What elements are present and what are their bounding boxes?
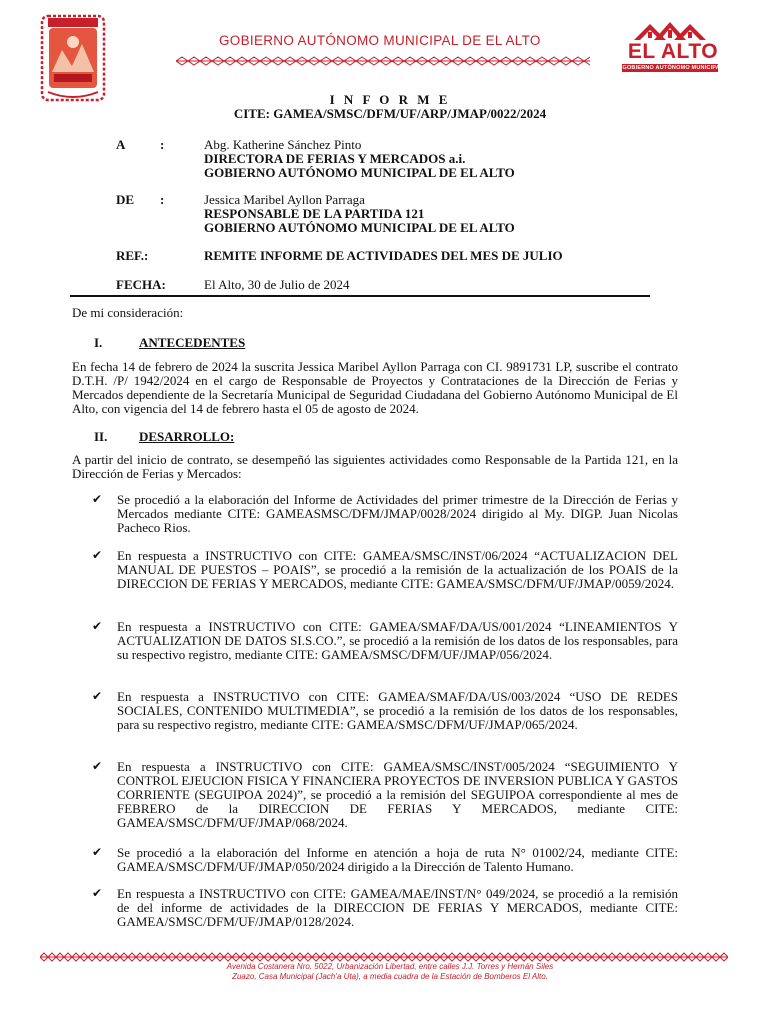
check-icon: ✔ — [92, 548, 103, 562]
activity-item-7: En respuesta a INSTRUCTIVO con CITE: GAMEA/MAE/INST/N° 049/2024, se procedió a la remisión de del informe de actividades de la DIRECCION DE FERIAS Y MERCADOS, mediante CITE: GAMEA/SMSC/DFM/UF/JMAP/0128/2024. — [117, 886, 678, 929]
section-1-title: ANTECEDENTES — [139, 335, 246, 350]
footer-address-line-1: Avenida Costanera Nro. 5022, Urbanización Libertad, entre calles J.J. Torres y Hernán Siles — [226, 962, 554, 971]
document-type-heading: I N F O R M E — [329, 92, 451, 107]
document-cite: CITE: GAMEA/SMSC/DFM/UF/ARP/JMAP/0022/2024 — [233, 106, 547, 121]
check-icon: ✔ — [92, 845, 103, 859]
activity-item-1: Se procedió a la elaboración del Informe de Actividades del primer trimestre de la Dirección de Ferias y Mercados mediante CITE: GAMEASMSC/DFM/JMAP/0028/2024 dirigido al My. DIGP. Juan Nicolas Pacheco Rios. — [117, 492, 678, 535]
logo-wordmark: EL ALTO — [627, 40, 719, 63]
ref-value: REMITE INFORME DE ACTIVIDADES DEL MES DE JULIO — [204, 248, 563, 263]
activity-item-2: En respuesta a INSTRUCTIVO con CITE: GAMEA/SMSC/INST/06/2024 “ACTUALIZACION DEL MANUAL DE PUESTOS – POAIS”, se procedió a la remisión de la actualización de los POAIS de la DIRECCION DE FERIAS Y MERCADOS, mediante CITE: GAMEA/SMSC/DFM/UF/JMAP/0059/2024. — [117, 548, 678, 591]
municipal-seal — [40, 14, 106, 102]
section-2-intro: A partir del inicio de contrato, se desempeñó las siguientes actividades como Responsable de la Partida 121, en la Dirección de Ferias y Mercados: — [72, 452, 678, 481]
from-colon: : — [160, 192, 165, 207]
from-name: Jessica Maribel Ayllon Parraga — [204, 192, 365, 207]
header-divider — [70, 295, 650, 297]
activity-item-6: Se procedió a la elaboración del Informe en atención a hoja de ruta N° 01002/24, mediante CITE: GAMEA/SMSC/DFM/UF/JMAP/050/2024 dirigido a la Dirección de Talento Humano. — [117, 845, 678, 874]
check-icon: ✔ — [92, 886, 103, 900]
section-2-title: DESARROLLO: — [139, 429, 235, 444]
to-name: Abg. Katherine Sánchez Pinto — [204, 137, 362, 152]
organization-title: GOBIERNO AUTÓNOMO MUNICIPAL DE EL ALTO — [219, 33, 541, 48]
section-1-number: I. — [94, 335, 103, 350]
header-ornament-divider — [176, 54, 590, 64]
logo-subtitle: GOBIERNO AUTÓNOMO MUNICIPAL — [622, 65, 724, 71]
check-icon: ✔ — [92, 759, 103, 773]
check-icon: ✔ — [92, 689, 103, 703]
from-role: RESPONSABLE DE LA PARTIDA 121 — [204, 206, 425, 221]
activity-item-5: En respuesta a INSTRUCTIVO con CITE: GAMEA/SMSC/INST/005/2024 “SEGUIMIENTO Y CONTROL EJEUCION FISICA Y FINANCIERA PROYECTOS DE INVERSION PUBLICA Y GASTOS CORRIENTE (SEGUIPOA 2024)”, se procedió a la remisión del SEGUIPOA correspondiente al mes de FEBRERO de la DIRECCION DE FERIAS Y MERCADOS, mediante CITE: GAMEA/SMSC/DFM/UF/JMAP/068/2024. — [117, 759, 678, 830]
to-role: DIRECTORA DE FERIAS Y MERCADOS a.i. — [204, 151, 466, 166]
activity-item-4: En respuesta a INSTRUCTIVO con CITE: GAMEA/SMAF/DA/US/003/2024 “USO DE REDES SOCIALES, CONTENIDO MULTIMEDIA”, se procedió a la remisión de los datos de los responsables, para su respectivo registro, mediante CITE: GAMEA/SMSC/DFM/UF/JMAP/065/2024. — [117, 689, 678, 732]
to-organization: GOBIERNO AUTÓNOMO MUNICIPAL DE EL ALTO — [204, 165, 515, 180]
from-label: DE — [116, 192, 135, 207]
greeting: De mi consideración: — [72, 305, 184, 320]
ref-label: REF.: — [116, 248, 149, 263]
footer-ornament-divider — [40, 950, 728, 960]
from-organization: GOBIERNO AUTÓNOMO MUNICIPAL DE EL ALTO — [204, 220, 515, 235]
check-icon: ✔ — [92, 619, 103, 633]
footer-address-line-2: Zuazo, Casa Municipal (Jach’a Uta), a media cuadra de la Estación de Bomberos El Alto. — [232, 972, 548, 981]
section-2-number: II. — [94, 429, 108, 444]
date-label: FECHA: — [116, 277, 166, 292]
activity-item-3: En respuesta a INSTRUCTIVO con CITE: GAMEA/SMAF/DA/US/001/2024 “LINEAMIENTOS Y ACTUALIZATION DE DATOS SI.S.CO.”, se procedió a la remisión de los datos de los responsables, para su respectivo registro, mediante CITE: GAMEA/SMSC/DFM/UF/JMAP/056/2024. — [117, 619, 678, 662]
seal-text: CIUDAD DE EL ALTO — [48, 9, 98, 15]
check-icon: ✔ — [92, 492, 103, 506]
date-value: El Alto, 30 de Julio de 2024 — [204, 277, 350, 292]
section-1-text: En fecha 14 de febrero de 2024 la suscrita Jessica Maribel Ayllon Parraga con CI. 9891731 LP, suscribe el contrato D.T.H. /P/ 1942/2024 en el cargo de Responsable de Proyectos y Contrataciones de la Dirección de Ferias y Mercados dependiente de la Secretaría Municipal de Seguridad Ciudadana del Gobierno Autónomo Municipal de El Alto, con vigencia del 14 de febrero hasta el 05 de agosto de 2024. — [72, 359, 678, 416]
to-label: A — [116, 137, 126, 152]
to-colon: : — [160, 137, 165, 152]
